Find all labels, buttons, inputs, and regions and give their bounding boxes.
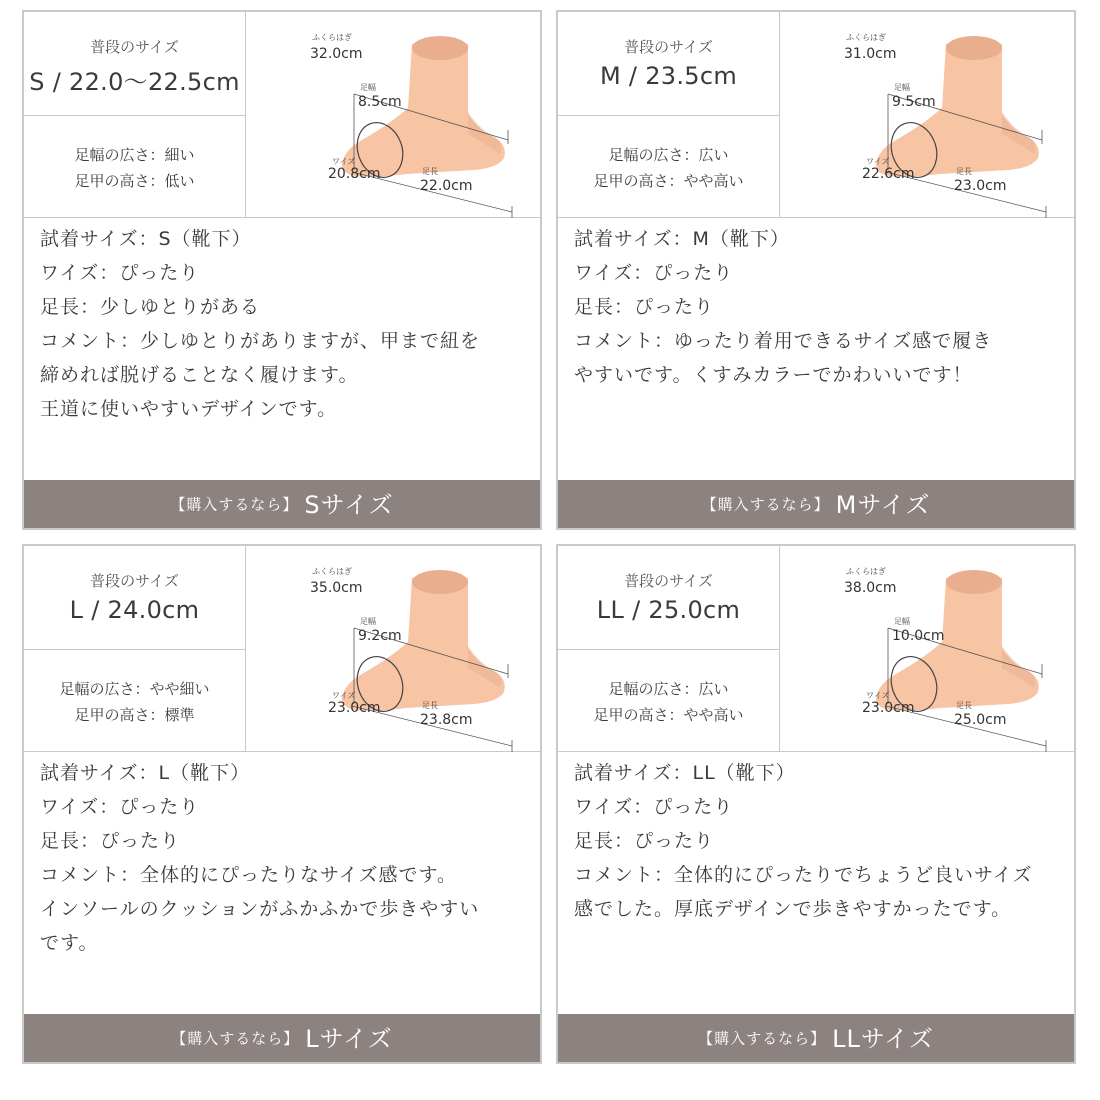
fitting-review [40, 756, 530, 960]
recommended-size: Mサイズ [835, 490, 931, 519]
calf-label: ふくらはぎ [312, 33, 352, 42]
foot-attributes-box [558, 650, 780, 752]
size-card-m [556, 10, 1076, 530]
review-line: 試着サイズ：M（靴下） [574, 228, 790, 250]
review-line: ワイズ：ぴったり [40, 796, 200, 818]
recommended-size-banner [24, 480, 540, 528]
foot-length-label: 足長 [422, 701, 438, 710]
wise-label: ワイズ [332, 691, 356, 700]
calf-top-ellipse [946, 36, 1002, 60]
review-line: ワイズ：ぴったり [40, 262, 200, 284]
usual-size-value: LL / 25.0cm [596, 596, 741, 624]
review-line: コメント：全体的にぴったりなサイズ感です。 [40, 864, 457, 886]
usual-size-box [558, 546, 780, 650]
foot-illustration [780, 12, 1074, 218]
foot-diagram [246, 546, 540, 752]
usual-size-box [24, 546, 246, 650]
foot-illustration [246, 546, 540, 752]
foot-length-value: 25.0cm [954, 712, 1007, 728]
wise-label: ワイズ [866, 157, 890, 166]
foot-diagram [246, 12, 540, 218]
calf-label: ふくらはぎ [312, 567, 352, 576]
calf-value: 35.0cm [310, 580, 363, 596]
foot-width-value: 9.2cm [358, 628, 402, 644]
foot-attributes-box [24, 650, 246, 752]
review-line: 試着サイズ：LL（靴下） [574, 762, 796, 784]
recommended-size-banner [558, 480, 1074, 528]
foot-width-value: 9.5cm [892, 94, 936, 110]
recommended-size-banner [558, 1014, 1074, 1062]
wise-label: ワイズ [332, 157, 356, 166]
recommended-prefix: 【購入するなら】 [170, 495, 299, 514]
calf-top-ellipse [412, 570, 468, 594]
usual-size-label: 普段のサイズ [90, 38, 179, 56]
review-line: 締めれば脱げることなく履けます。 [40, 364, 359, 386]
foot-shape [876, 44, 1039, 177]
foot-diagram [780, 546, 1074, 752]
review-line: 王道に使いやすいデザインです。 [40, 398, 338, 420]
recommended-size-banner [24, 1014, 540, 1062]
foot-width-label: 足幅 [360, 83, 376, 92]
wise-value: 20.8cm [328, 166, 381, 182]
review-line: です。 [40, 932, 99, 954]
wise-value: 22.6cm [862, 166, 915, 182]
review-line: ワイズ：ぴったり [574, 796, 734, 818]
usual-size-value: S / 22.0〜22.5cm [29, 68, 240, 96]
foot-length-value: 23.8cm [420, 712, 473, 728]
usual-size-label: 普段のサイズ [624, 38, 713, 56]
foot-width-label: 足幅 [894, 617, 910, 626]
review-line: 感でした。厚底デザインで歩きやすかったです。 [574, 898, 1012, 920]
size-card-s [22, 10, 542, 530]
calf-label: ふくらはぎ [846, 567, 886, 576]
review-line: 足長：ぴったり [40, 830, 181, 852]
foot-width-value: 10.0cm [892, 628, 945, 644]
wise-label: ワイズ [866, 691, 890, 700]
foot-length-value: 23.0cm [954, 178, 1007, 194]
recommended-size: Sサイズ [304, 490, 394, 519]
recommended-prefix: 【購入するなら】 [698, 1029, 827, 1048]
review-line: インソールのクッションがふかふかで歩きやすい [40, 898, 480, 920]
review-line: 試着サイズ：L（靴下） [40, 762, 251, 784]
calf-value: 32.0cm [310, 46, 363, 62]
recommended-size: Lサイズ [305, 1024, 393, 1053]
foot-illustration [780, 546, 1074, 752]
foot-width-attribute: 足幅の広さ：細い [74, 146, 195, 164]
foot-length-label: 足長 [422, 167, 438, 176]
calf-value: 31.0cm [844, 46, 897, 62]
recommended-size: LLサイズ [832, 1024, 934, 1053]
foot-illustration [246, 12, 540, 218]
instep-height-attribute: 足甲の高さ：やや高い [593, 172, 744, 190]
recommended-prefix: 【購入するなら】 [701, 495, 830, 514]
wise-value: 23.0cm [862, 700, 915, 716]
foot-width-label: 足幅 [894, 83, 910, 92]
fitting-review [574, 756, 1064, 926]
usual-size-box [24, 12, 246, 116]
foot-length-label: 足長 [956, 167, 972, 176]
review-line: 足長：少しゆとりがある [40, 296, 261, 318]
foot-width-value: 8.5cm [358, 94, 402, 110]
calf-top-ellipse [412, 36, 468, 60]
calf-top-ellipse [946, 570, 1002, 594]
foot-length-value: 22.0cm [420, 178, 473, 194]
calf-value: 38.0cm [844, 580, 897, 596]
review-line: コメント：全体的にぴったりでちょうど良いサイズ [574, 864, 1033, 886]
foot-shape [342, 578, 505, 711]
instep-height-attribute: 足甲の高さ：標準 [74, 706, 195, 724]
fitting-review [40, 222, 530, 426]
foot-diagram [780, 12, 1074, 218]
calf-label: ふくらはぎ [846, 33, 886, 42]
foot-shape [876, 578, 1039, 711]
foot-width-attribute: 足幅の広さ：やや細い [59, 680, 210, 698]
review-line: やすいです。くすみカラーでかわいいです！ [574, 364, 973, 386]
size-card-ll [556, 544, 1076, 1064]
foot-width-attribute: 足幅の広さ：広い [608, 680, 729, 698]
review-line: ワイズ：ぴったり [574, 262, 734, 284]
instep-height-attribute: 足甲の高さ：やや高い [593, 706, 744, 724]
recommended-prefix: 【購入するなら】 [171, 1029, 300, 1048]
foot-width-label: 足幅 [360, 617, 376, 626]
size-card-l [22, 544, 542, 1064]
usual-size-label: 普段のサイズ [624, 572, 713, 590]
usual-size-value: M / 23.5cm [599, 62, 738, 90]
review-line: コメント：少しゆとりがありますが、甲まで紐を [40, 330, 481, 352]
foot-shape [342, 44, 505, 177]
instep-height-attribute: 足甲の高さ：低い [74, 172, 195, 190]
fitting-review [574, 222, 1064, 392]
usual-size-value: L / 24.0cm [69, 596, 200, 624]
foot-width-attribute: 足幅の広さ：広い [608, 146, 729, 164]
review-line: 足長：ぴったり [574, 830, 715, 852]
usual-size-label: 普段のサイズ [90, 572, 179, 590]
foot-attributes-box [558, 116, 780, 218]
usual-size-box [558, 12, 780, 116]
review-line: コメント：ゆったり着用できるサイズ感で履き [574, 330, 993, 352]
foot-attributes-box [24, 116, 246, 218]
wise-value: 23.0cm [328, 700, 381, 716]
review-line: 試着サイズ：S（靴下） [40, 228, 252, 250]
foot-length-label: 足長 [956, 701, 972, 710]
review-line: 足長：ぴったり [574, 296, 715, 318]
